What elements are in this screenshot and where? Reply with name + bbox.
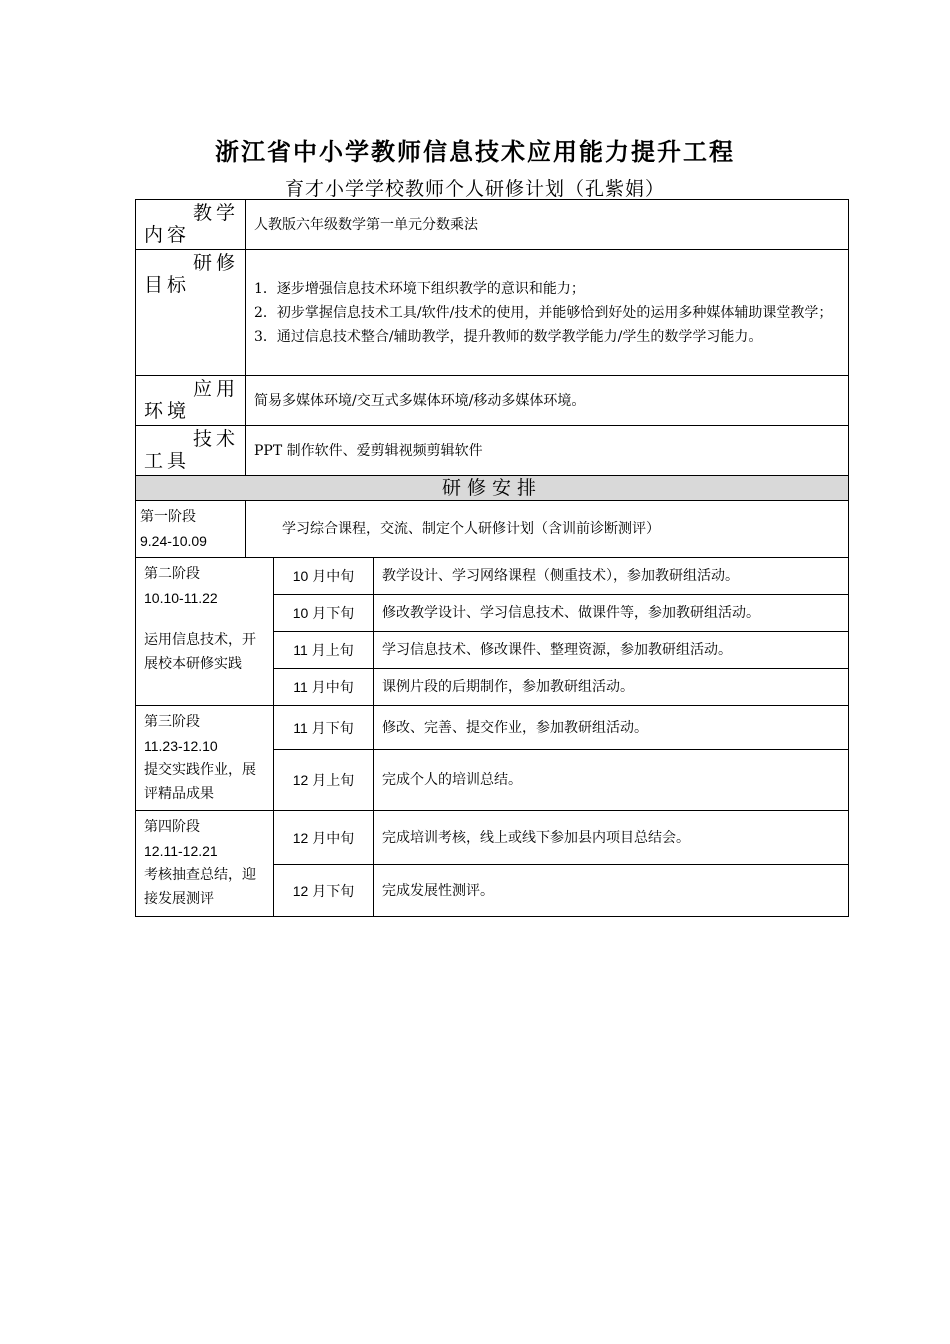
value-goals [246,250,849,376]
stage-dates: 10.10-11.22 [144,590,218,606]
value-teaching-content: 人教版六年级数学第一单元分数乘法 [246,200,849,250]
section-title: 研修安排 [136,476,849,501]
month-cell: 11 月中旬 [274,669,374,706]
goal-item: 3．通过信息技术整合/辅助教学，提升教师的数学教学能力/学生的数学学习能力。 [254,328,763,345]
plan-table [135,199,849,917]
stage2-cell [136,558,274,706]
month-cell: 12 月中旬 [274,811,374,865]
stage-dates: 11.23-12.10 [144,738,218,754]
month-cell: 11 月下旬 [274,706,374,750]
stage-name: 第一阶段 [140,509,196,525]
row-stage3-1 [136,706,849,750]
row-tools [136,426,849,476]
row-stage2-1 [136,558,849,595]
activity-cell: 完成培训考核，线上或线下参加县内项目总结会。 [374,811,849,865]
month-cell: 11 月上旬 [274,632,374,669]
activity-cell: 学习信息技术、修改课件、整理资源，参加教研组活动。 [374,632,849,669]
row-stage4-1 [136,811,849,865]
month-cell: 10 月下旬 [274,595,374,632]
stage1-activity: 学习综合课程，交流、制定个人研修计划（含训前诊断测评） [246,501,849,558]
stage-description: 提交实践作业，展评精品成果 [144,762,256,802]
stage-description: 考核抽查总结，迎接发展测评 [144,867,256,907]
activity-cell: 修改、完善、提交作业，参加教研组活动。 [374,706,849,750]
month-cell: 12 月上旬 [274,750,374,811]
activity-cell: 修改教学设计、学习信息技术、做课件等，参加教研组活动。 [374,595,849,632]
document-subtitle: 育才小学学校教师个人研修计划（孔紫娟） [284,178,665,200]
month-cell: 10 月中旬 [274,558,374,595]
value-environment: 简易多媒体环境/交互式多媒体环境/移动多媒体环境。 [246,376,849,426]
stage4-cell [136,811,274,917]
label-environment: 应用 环境 [136,376,246,426]
stage-name: 第四阶段 [144,819,200,835]
goal-item: 2．初步掌握信息技术工具/软件/技术的使用，并能够恰到好处的运用多种媒体辅助课堂教学； [254,304,833,321]
stage3-cell [136,706,274,811]
row-stage1 [136,501,849,558]
row-teaching-content [136,200,849,250]
stage-dates: 12.11-12.21 [144,843,218,859]
stage-name: 第三阶段 [144,714,200,730]
activity-cell: 教学设计、学习网络课程（侧重技术），参加教研组活动。 [374,558,849,595]
row-section-title [136,476,849,501]
month-cell: 12 月下旬 [274,865,374,917]
activity-cell: 课例片段的后期制作，参加教研组活动。 [374,669,849,706]
label-goals: 研修 目标 [136,250,246,376]
row-goals [136,250,849,376]
activity-cell: 完成发展性测评。 [374,865,849,917]
value-tools: PPT 制作软件、爱剪辑视频剪辑软件 [246,426,849,476]
goal-item: 1．逐步增强信息技术环境下组织教学的意识和能力； [254,280,585,297]
stage-dates: 9.24-10.09 [140,533,207,549]
row-environment [136,376,849,426]
label-teaching-content: 教学 内容 [136,200,246,250]
activity-cell: 完成个人的培训总结。 [374,750,849,811]
stage1-cell [136,501,246,558]
label-tools: 技术 工具 [136,426,246,476]
stage-description: 运用信息技术，开展校本研修实践 [144,632,256,672]
document-title: 浙江省中小学教师信息技术应用能力提升工程 [215,137,735,166]
stage-name: 第二阶段 [144,566,200,582]
